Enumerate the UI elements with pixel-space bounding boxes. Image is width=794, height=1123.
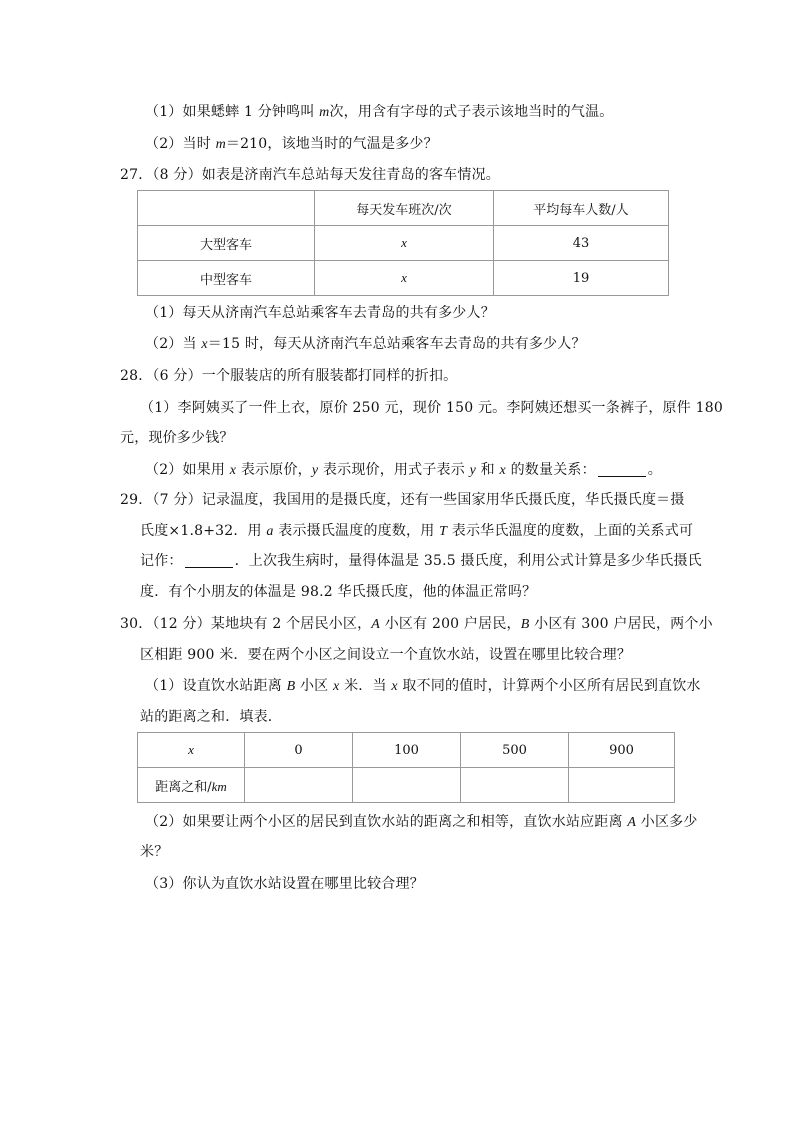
variable-x: x [391,679,398,694]
question-28-part-2 [145,460,662,481]
header-cell: 每天发车班次/次 [315,191,494,226]
table-row [138,768,675,803]
question-30-line-1 [120,614,713,635]
variable-a-upper: A [371,617,381,632]
question-30-part-1-line-2: 站的距离之和．填表． [140,709,282,725]
variable-x: x [229,463,237,478]
question-27-part-2 [145,334,586,355]
table-input-cell[interactable] [461,768,569,803]
question-27-part-1: （1）每天从济南汽车总站乘客车去青岛的共有多少人？ [145,305,495,321]
text: 记作： [140,553,183,569]
question-30-part-3: （3）你认为直饮水站设置在哪里比较合理？ [145,876,424,892]
variable-b-upper: B [520,617,530,632]
variable-y: y [469,463,476,478]
question-29-line-3 [140,551,702,571]
header-cell [138,191,315,226]
text: 氏度×1.8+32．用 [140,523,267,539]
text: （2）如果要让两个小区的居民到直饮水站的距离之和相等，直饮水站应距离 [145,814,628,830]
header-cell: 平均每车人数/人 [494,191,669,226]
variable-x: x [499,463,506,478]
text: 小区有 300 户居民，两个小 [529,616,713,632]
question-26-part-1 [145,102,613,123]
table-cell [138,768,245,803]
text: 小区 [295,678,334,694]
table-cell: 500 [461,733,569,768]
text: 表示华氏温度的度数，上面的关系式可 [447,523,694,539]
table-row [138,226,669,261]
question-30-line-2: 区相距 900 米．要在两个小区之间设立一个直饮水站，设置在哪里比较合理？ [140,647,632,663]
table-cell: 中型客车 [138,261,315,296]
answer-blank[interactable] [185,553,233,568]
variable-a: a [266,524,274,539]
text: ＝15 时，每天从济南汽车总站乘客车去青岛的共有多少人？ [207,336,586,352]
text: 小区有 200 户居民， [380,616,521,632]
unit-km: km [211,778,227,794]
variable-x: x [401,235,407,250]
text: ．上次我生病时，量得体温是 35.5 摄氏度，利用公式计算是多少华氏摄氏 [234,553,702,569]
variable-t: T [439,524,448,539]
table-cell: 19 [494,261,669,296]
text: 表示摄氏温度的度数，用 [273,523,440,539]
distance-table [137,732,675,803]
question-27-title: 27．（8 分）如表是济南汽车总站每天发往青岛的客车情况。 [120,167,500,183]
question-28-part-1-line-2: 元，现价多少钱？ [120,430,234,446]
text: 小区多少 [636,814,698,830]
table-cell: 43 [494,226,669,261]
question-30-part-2-line-1 [145,812,698,833]
text: ＝210，该地当时的气温是多少？ [225,136,438,152]
question-30-part-1-line-1 [145,676,701,697]
text: （1）设直饮水站距离 [145,678,287,694]
text: 的数量关系： [505,462,596,478]
table-input-cell[interactable] [353,768,461,803]
text: 表示现价，用式子表示 [318,462,470,478]
table-cell [315,226,494,261]
table-header-row [138,191,669,226]
text: 和 [476,462,500,478]
text: 距离之和/ [155,779,212,795]
variable-y: y [311,463,319,478]
text: 次，用含有字母的式子表示该地当时的气温。 [329,104,614,120]
table-cell: 大型客车 [138,226,315,261]
text: 30．（12 分）某地块有 2 个居民小区， [120,616,372,632]
question-26-part-2 [145,134,438,155]
text: （2）当 [145,336,202,352]
table-cell: 100 [353,733,461,768]
table-cell: 0 [245,733,353,768]
question-30-part-2-line-2: 米？ [140,844,169,860]
question-29-line-4: 度．有个小朋友的体温是 98.2 华氏摄氏度，他的体温正常吗？ [140,584,537,600]
question-28-title: 28．（6 分）一个服装店的所有服装都打同样的折扣。 [120,368,458,384]
table-input-cell[interactable] [569,768,675,803]
text: （2）如果用 [145,462,230,478]
variable-m: m [319,105,330,120]
variable-x: x [333,679,340,694]
variable-x: x [188,742,194,757]
question-29-line-1: 29．（7 分）记录温度，我国用的是摄氏度，还有一些国家用华氏摄氏度，华氏摄氏度＝摄 [120,492,685,508]
question-29-line-2 [140,521,693,542]
bus-table [137,190,669,296]
text: （2）当时 [145,136,216,152]
table-row [138,261,669,296]
table-cell [315,261,494,296]
table-cell: 900 [569,733,675,768]
text: 取不同的值时，计算两个小区所有居民到直饮水 [397,678,701,694]
table-input-cell[interactable] [245,768,353,803]
variable-m: m [215,137,226,152]
table-cell [138,733,245,768]
variable-b-upper: B [286,679,296,694]
variable-x: x [401,270,407,285]
text: 表示原价， [236,462,312,478]
variable-a-upper: A [627,815,637,830]
question-28-part-1-line-1: （1）李阿姨买了一件上衣，原价 250 元，现价 150 元。李阿姨还想买一条裤子，原件 180 [140,400,723,416]
table-row [138,733,675,768]
text: 。 [647,462,662,478]
variable-x: x [201,337,208,352]
text: （1）如果蟋蟀 1 分钟鸣叫 [145,104,320,120]
text: 米．当 [339,678,392,694]
answer-blank[interactable] [598,462,646,477]
